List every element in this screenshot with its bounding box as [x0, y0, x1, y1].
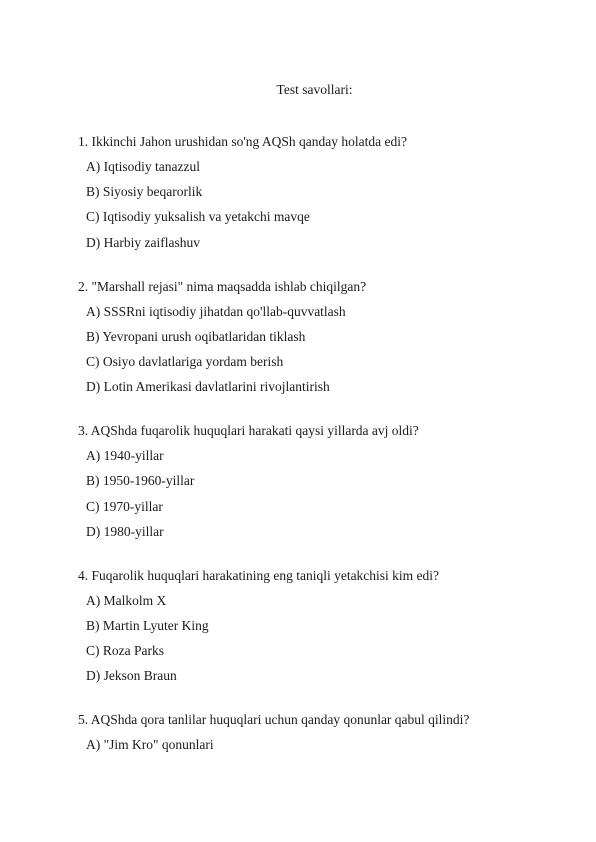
question-3: [78, 422, 578, 541]
answer-option-d: D) 1980-yillar: [86, 523, 164, 539]
answer-option-b: B) Siyosiy beqarorlik: [86, 184, 203, 200]
answer-option-b: B) Martin Lyuter King: [86, 617, 209, 633]
question-text: 5. AQShda qora tanlilar huquqlari uchun qanday qonunlar qabul qilindi?: [78, 712, 470, 728]
answer-option-c: C) Iqtisodiy yuksalish va yetakchi mavqe: [86, 209, 310, 225]
answer-option-d: D) Jekson Braun: [86, 668, 177, 684]
answer-option-a: A) Malkolm X: [86, 592, 167, 608]
answer-option-c: C) Roza Parks: [86, 643, 164, 659]
page-title: Test savollari:: [276, 82, 353, 97]
answer-option-a: A) 1940-yillar: [86, 448, 164, 464]
answer-option-c: C) 1970-yillar: [86, 498, 163, 514]
question-5: [78, 711, 578, 754]
question-4: [78, 567, 578, 686]
question-1: [78, 133, 578, 252]
answer-option-d: D) Harbiy zaiflashuv: [86, 234, 200, 250]
question-2: [78, 278, 578, 397]
answer-option-c: C) Osiyo davlatlariga yordam berish: [86, 353, 284, 369]
question-text: 4. Fuqarolik huquqlari harakatining eng taniqli yetakchisi kim edi?: [78, 567, 440, 583]
question-text: 3. AQShda fuqarolik huquqlari harakati qaysi yillarda avj oldi?: [78, 423, 419, 439]
answer-option-b: B) Yevropani urush oqibatlaridan tiklash: [86, 328, 306, 344]
answer-option-d: D) Lotin Amerikasi davlatlarini rivojlantirish: [86, 379, 330, 395]
answer-option-b: B) 1950-1960-yillar: [86, 473, 195, 489]
question-list: [78, 133, 578, 780]
answer-option-a: A) SSSRni iqtisodiy jihatdan qo'llab-quvvatlash: [86, 303, 346, 319]
question-text: 1. Ikkinchi Jahon urushidan so'ng AQSh qanday holatda edi?: [78, 134, 408, 149]
answer-option-a: A) "Jim Kro" qonunlari: [86, 737, 214, 753]
answer-option-a: A) Iqtisodiy tanazzul: [86, 159, 200, 174]
question-text: 2. "Marshall rejasi" nima maqsadda ishlab chiqilgan?: [78, 278, 367, 294]
